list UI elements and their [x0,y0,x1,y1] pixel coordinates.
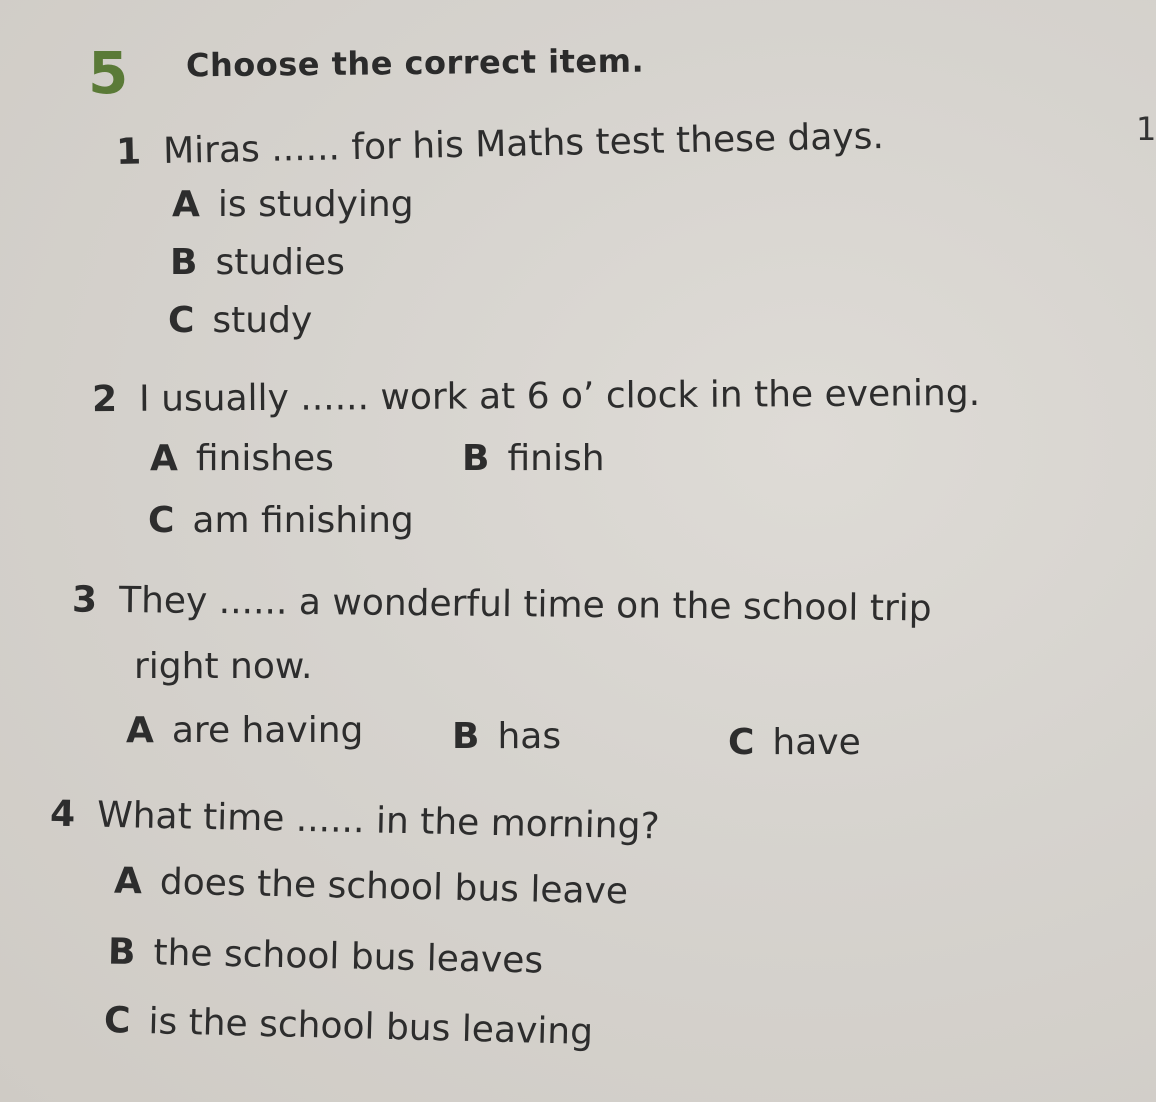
option-letter: A [172,184,200,225]
question-3-option-c [728,722,861,763]
question-2-option-b [462,438,605,479]
exercise-title: Choose the correct item. [185,41,645,85]
edge-page-number: 1 [1136,110,1156,148]
question-text: Miras ...... for his Maths test these days. [162,115,885,173]
question-1-option-a [172,184,414,225]
option-letter: B [107,931,136,974]
option-text: finish [507,438,605,479]
question-text: What time ...... in the morning? [96,794,660,848]
question-number: 4 [49,793,76,836]
question-4-option-b [108,931,544,981]
question-2 [92,371,980,422]
exercise-number: 5 [88,39,129,107]
question-3-option-b [452,716,561,757]
question-3 [72,578,932,632]
question-4 [50,792,660,850]
option-text: is the school bus leaving [147,1001,594,1053]
option-letter: C [148,500,175,541]
question-text: I usually ...... work at 6 o’ clock in the evening. [138,372,981,420]
option-text: does the school bus leave [159,861,629,913]
option-letter: C [168,300,195,341]
option-letter: A [113,860,143,903]
question-3-option-a [126,710,363,751]
option-text: are having [171,710,364,751]
option-text: is studying [217,184,414,225]
question-1-option-b [170,242,345,283]
question-2-option-c [148,500,414,541]
question-1-option-c [168,300,312,341]
question-text: They ...... a wonderful time on the school trip [118,579,932,630]
question-1 [116,114,885,175]
question-4-option-c [104,1000,594,1053]
option-text: study [212,300,313,341]
option-letter: C [728,722,755,763]
question-4-option-a [114,861,629,913]
option-text: has [497,716,562,757]
option-text: studies [215,242,345,283]
option-letter: A [150,438,178,479]
question-number: 3 [71,579,98,621]
option-letter: B [170,242,198,283]
option-letter: B [462,438,490,479]
option-text: am finishing [192,500,414,541]
option-text: the school bus leaves [153,932,544,982]
option-letter: A [126,710,154,751]
option-letter: B [452,716,480,757]
option-letter: C [103,1000,131,1042]
question-3-line-2: right now. [134,646,313,687]
question-number: 2 [91,378,118,421]
question-number: 1 [115,131,142,174]
option-text: finishes [195,438,334,479]
question-2-option-a [150,438,334,479]
option-text: have [772,722,861,763]
